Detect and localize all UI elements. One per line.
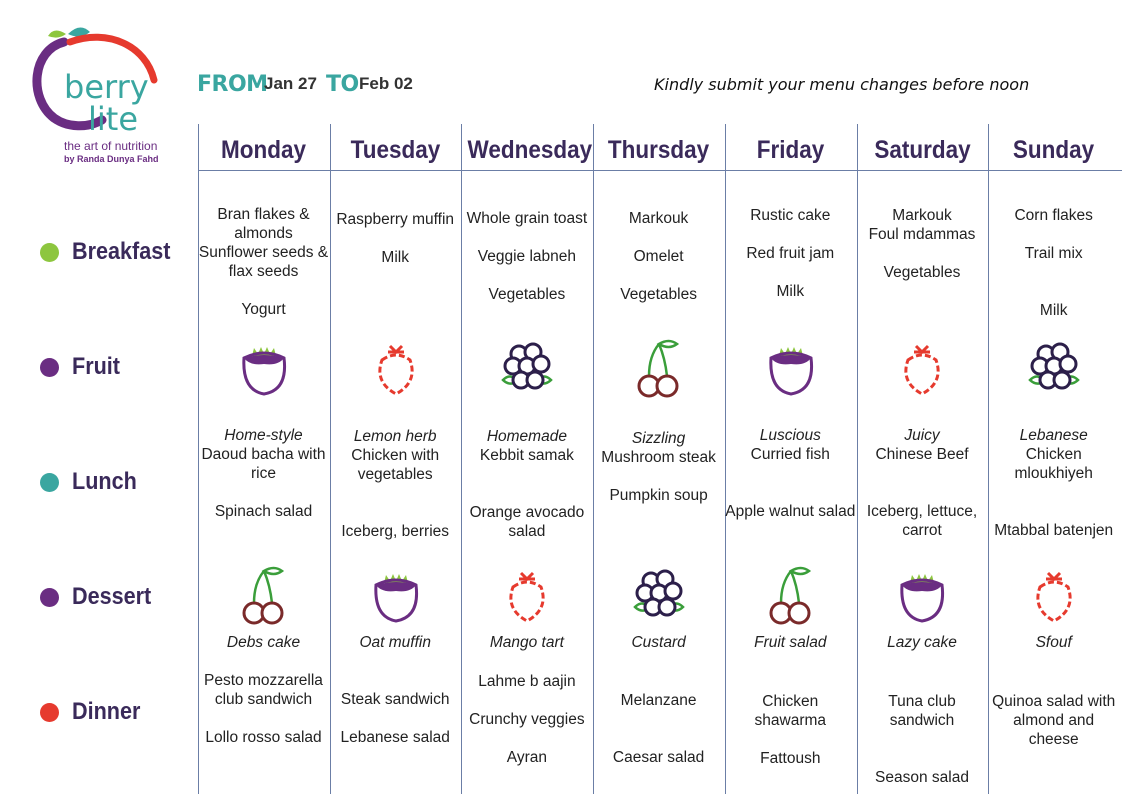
lunch-cell	[988, 426, 1119, 540]
spacer	[461, 691, 592, 710]
day-header-sunday: Sunday	[1013, 136, 1095, 164]
fruit-blueberry-icon	[495, 336, 559, 400]
breakfast-cell	[461, 209, 592, 304]
spacer	[330, 709, 461, 728]
menu-item: Markouk	[892, 207, 952, 224]
to-label: TO	[326, 72, 359, 97]
menu-item: Quinoa salad with almond and cheese	[992, 693, 1116, 748]
menu-item: Orange avocado salad	[469, 504, 585, 540]
menu-item: Red fruit jam	[746, 245, 835, 262]
breakfast-cell	[198, 205, 329, 319]
menu-item: Chicken with vegetables	[351, 447, 440, 483]
dessert-cell: Mango tart	[489, 634, 564, 651]
breakfast-cell	[988, 206, 1119, 320]
spacer	[988, 282, 1119, 301]
menu-item: Lemon herb	[353, 428, 437, 445]
menu-item: Crunchy veggies	[469, 711, 585, 728]
spacer	[988, 225, 1119, 244]
menu-item: Sizzling	[631, 430, 686, 447]
menu-item: Lebanese	[1019, 427, 1088, 444]
day-header-saturday: Saturday	[873, 136, 971, 164]
spacer	[725, 464, 856, 483]
menu-item: Iceberg, lettuce, carrot	[866, 503, 978, 539]
menu-item: Milk	[1039, 302, 1068, 319]
meal-name: Lunch	[72, 468, 137, 495]
spacer	[461, 465, 592, 484]
day-header-monday: Monday	[220, 136, 306, 164]
menu-item: Luscious	[759, 427, 821, 444]
spacer	[593, 729, 724, 748]
fruit-raspberry-icon	[890, 336, 954, 400]
menu-item: Lahme b aajin	[478, 673, 576, 690]
menu-item: Lebanese salad	[340, 729, 450, 746]
menu-item: Chinese Beef	[875, 446, 969, 463]
menu-item: Vegetables	[488, 286, 566, 303]
menu-item: Lollo rosso salad	[205, 729, 322, 746]
day-header-friday: Friday	[756, 136, 825, 164]
fruit-raspberry-icon	[364, 336, 428, 400]
meal-label-fruit	[40, 352, 125, 382]
menu-item: Yogurt	[241, 301, 286, 318]
fruit-cherry-icon	[627, 336, 691, 400]
menu-item: Iceberg, berries	[341, 523, 450, 540]
spacer	[330, 229, 461, 248]
menu-item: Mushroom steak	[601, 449, 716, 466]
menu-deadline-note: Kindly submit your menu changes before noon	[654, 75, 1030, 94]
spacer	[988, 502, 1119, 521]
lunch-cell	[725, 426, 856, 521]
menu-item: Mtabbal batenjen	[994, 522, 1114, 539]
meal-name: Breakfast	[72, 238, 171, 265]
dessert-cell: Sfouf	[1035, 634, 1072, 651]
svg-text:by Randa Dunya Fahd: by Randa Dunya Fahd	[64, 154, 159, 164]
menu-item: Steak sandwich	[340, 691, 450, 708]
lunch-cell	[593, 429, 724, 505]
menu-item: Chicken mloukhiyeh	[1014, 446, 1093, 482]
to-date: Feb 02	[359, 74, 413, 93]
menu-item: Season salad	[875, 769, 969, 786]
breakfast-cell	[725, 206, 856, 301]
dessert-raspberry-icon	[495, 563, 559, 627]
spacer	[725, 225, 856, 244]
spacer	[725, 263, 856, 282]
dinner-cell	[198, 671, 329, 747]
menu-item: Ayran	[506, 749, 547, 766]
berrylite-logo	[28, 20, 168, 168]
from-date: Jan 27	[264, 74, 317, 93]
spacer	[593, 710, 724, 729]
menu-item: Whole grain toast	[466, 210, 588, 227]
meal-dot-icon	[40, 588, 59, 607]
dinner-cell	[857, 692, 988, 787]
header-divider	[198, 170, 1122, 171]
spacer	[725, 483, 856, 502]
spacer	[593, 467, 724, 486]
menu-item: Home-style	[224, 427, 303, 444]
menu-item: Tuna club sandwich	[888, 693, 956, 729]
svg-text:berry: berry	[64, 68, 149, 106]
dinner-cell	[593, 691, 724, 767]
menu-item: Sunflower seeds & flax seeds	[198, 244, 329, 280]
spacer	[330, 503, 461, 522]
spacer	[198, 281, 329, 300]
dinner-cell	[988, 692, 1119, 749]
meal-name: Dinner	[72, 698, 141, 725]
spacer	[725, 730, 856, 749]
spacer	[461, 266, 592, 285]
dinner-cell	[725, 692, 856, 768]
dessert-plum-icon	[890, 563, 954, 627]
menu-item: Kebbit samak	[479, 447, 574, 464]
meal-label-breakfast	[40, 237, 181, 267]
meal-dot-icon	[40, 473, 59, 492]
menu-item: Rustic cake	[750, 207, 831, 224]
spacer	[857, 244, 988, 263]
day-header-tuesday: Tuesday	[350, 136, 440, 164]
meal-name: Fruit	[72, 353, 120, 380]
dessert-cherry-icon	[232, 563, 296, 627]
menu-item: Apple walnut salad	[725, 503, 856, 520]
menu-item: Fattoush	[760, 750, 821, 767]
day-header-thursday: Thursday	[607, 136, 710, 164]
dessert-raspberry-icon	[1022, 563, 1086, 627]
menu-item: Markouk	[628, 210, 689, 227]
spacer	[461, 729, 592, 748]
meal-label-dinner	[40, 697, 148, 727]
menu-item: Pesto mozzarella club sandwich	[204, 672, 323, 708]
meal-name: Dessert	[72, 583, 152, 610]
dessert-cell: Custard	[631, 634, 686, 651]
spacer	[857, 464, 988, 483]
fruit-blueberry-icon	[1022, 336, 1086, 400]
spacer	[593, 266, 724, 285]
menu-item: Melanzane	[620, 692, 697, 709]
dessert-cell: Oat muffin	[359, 634, 431, 651]
menu-item: Trail mix	[1024, 245, 1083, 262]
meal-dot-icon	[40, 358, 59, 377]
meal-dot-icon	[40, 243, 59, 262]
menu-item: Juicy	[904, 427, 940, 444]
menu-item: Bran flakes & almonds	[217, 206, 310, 242]
spacer	[988, 483, 1119, 502]
spacer	[593, 228, 724, 247]
menu-item: Vegetables	[620, 286, 697, 303]
menu-item: Corn flakes	[1014, 207, 1093, 224]
svg-text:lite: lite	[88, 100, 139, 138]
lunch-cell	[461, 427, 592, 541]
spacer	[857, 730, 988, 749]
breakfast-cell	[593, 209, 724, 304]
spacer	[988, 263, 1119, 282]
spacer	[461, 228, 592, 247]
dinner-cell	[330, 690, 461, 747]
menu-item: Pumpkin soup	[609, 487, 708, 504]
meal-label-lunch	[40, 467, 144, 497]
menu-item: Caesar salad	[612, 749, 705, 766]
menu-item: Foul mdammas	[868, 226, 976, 243]
dinner-cell	[461, 672, 592, 767]
dessert-cell: Debs cake	[226, 634, 301, 651]
from-label: FROM	[197, 72, 268, 97]
breakfast-cell	[330, 210, 461, 267]
spacer	[198, 483, 329, 502]
lunch-cell	[198, 426, 329, 521]
dessert-cell: Lazy cake	[887, 634, 957, 651]
lunch-cell	[857, 426, 988, 540]
dessert-cell: Fruit salad	[754, 634, 827, 651]
spacer	[857, 749, 988, 768]
menu-item: Homemade	[486, 428, 567, 445]
spacer	[330, 484, 461, 503]
spacer	[198, 709, 329, 728]
menu-item: Raspberry muffin	[336, 211, 455, 228]
menu-item: Vegetables	[883, 264, 961, 281]
menu-item: Chicken shawarma	[754, 693, 827, 729]
meal-label-dessert	[40, 582, 160, 612]
fruit-plum-icon	[759, 336, 823, 400]
day-header-wednesday: Wednesday	[467, 136, 593, 164]
spacer	[461, 484, 592, 503]
menu-item: Veggie labneh	[477, 248, 577, 265]
menu-item: Omelet	[633, 248, 684, 265]
menu-item: Daoud bacha with rice	[201, 446, 326, 482]
fruit-plum-icon	[232, 336, 296, 400]
meal-dot-icon	[40, 703, 59, 722]
dessert-blueberry-icon	[627, 563, 691, 627]
dessert-plum-icon	[364, 563, 428, 627]
dessert-cherry-icon	[759, 563, 823, 627]
menu-item: Milk	[381, 249, 409, 266]
menu-item: Spinach salad	[214, 503, 313, 520]
spacer	[857, 483, 988, 502]
svg-text:the art of nutrition: the art of nutrition	[64, 139, 158, 153]
breakfast-cell	[857, 206, 988, 282]
menu-item: Milk	[776, 283, 805, 300]
lunch-cell	[330, 427, 461, 541]
menu-item: Curried fish	[750, 446, 830, 463]
